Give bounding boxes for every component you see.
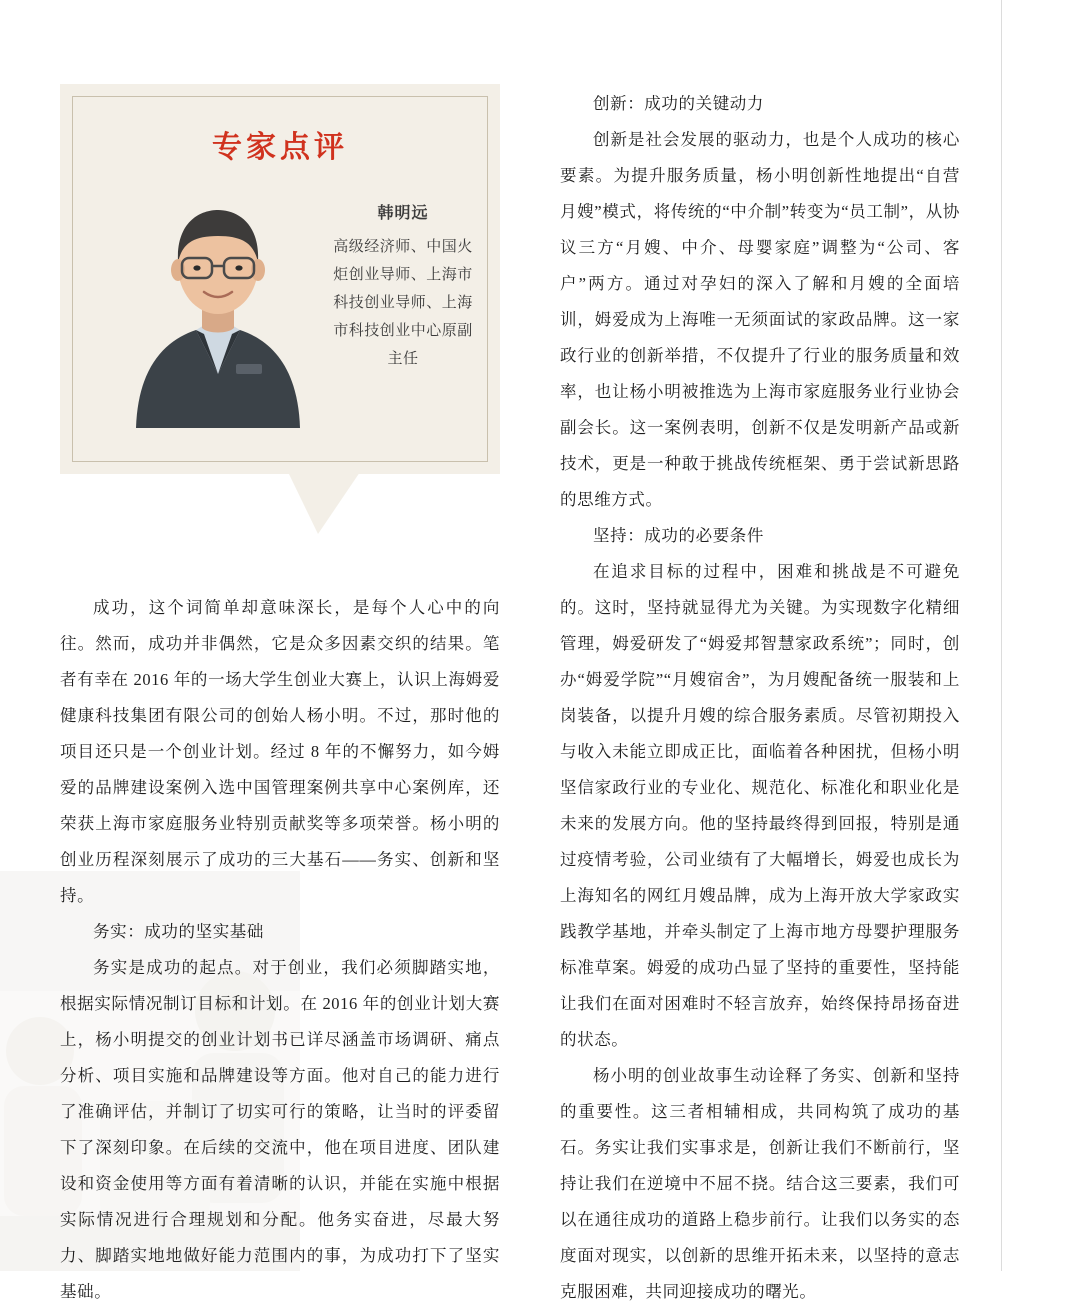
page-edge-rule	[1001, 0, 1002, 1271]
speech-bubble-tail-icon	[288, 472, 360, 534]
right-paragraph-1: 创新是社会发展的驱动力，也是个人成功的核心要素。为提升服务质量，杨小明创新性地提出“自营月嫂”模式，将传统的“中介制”转变为“员工制”，从协议三方“月嫂、中介、母婴家庭”调整为“公司、客户”两方。通过对孕妇的深入了解和月嫂的全面培训，姆爱成为上海唯一无须面试的家政品牌。这一家政行业的创新举措，不仅提升了行业的服务质量和效率，也让杨小明被推选为上海市家庭服务业行业协会副会长。这一案例表明，创新不仅是发明新产品或新技术，更是一种敢于挑战传统框架、勇于尝试新思路的思维方式。	[560, 130, 960, 509]
expert-meta	[328, 200, 478, 373]
expert-box-title: 专家点评	[212, 131, 348, 164]
left-paragraph-2: 务实是成功的起点。对于创业，我们必须脚踏实地，根据实际情况制订目标和计划。在 2016 年的创业计划大赛上，杨小明提交的创业计划书已详尽涵盖市场调研、痛点分析、项目实施和品牌建设等方面。他对自己的能力进行了准确评估，并制订了切实可行的策略，让当时的评委留下了深刻印象。在后续的交流中，他在项目进度、团队建设和资金使用等方面有着清晰的认识，并能在实施中根据实际情况进行合理规划和分配。他务实奋进，尽最大努力、脚踏实地地做好能力范围内的事，为成功打下了坚实基础。	[60, 958, 500, 1301]
expert-comment-box	[60, 60, 500, 490]
right-paragraph-3: 杨小明的创业故事生动诠释了务实、创新和坚持的重要性。这三者相辅相成，共同构筑了成功的基石。务实让我们实事求是，创新让我们不断前行，坚持让我们在逆境中不屈不挠。结合这三要素，我们可以在通往成功的道路上稳步前行。让我们以务实的态度面对现实，以创新的思维开拓未来，以坚持的意志克服困难，共同迎接成功的曙光。	[560, 1066, 960, 1301]
right-subhead-1: 创新：成功的关键动力	[593, 94, 764, 113]
expert-titles: 高级经济师、中国火炬创业导师、上海市科技创业导师、上海市科技创业中心原副主任	[333, 238, 473, 367]
right-body-text	[560, 86, 960, 1310]
right-column	[560, 86, 960, 1310]
expert-name: 韩明远	[377, 205, 429, 222]
right-subhead-2: 坚持：成功的必要条件	[593, 526, 764, 545]
left-body-text	[60, 590, 500, 1310]
left-paragraph-1: 成功，这个词简单却意味深长，是每个人心中的向往。然而，成功并非偶然，它是众多因素交织的结果。笔者有幸在 2016 年的一场大学生创业大赛上，认识上海姆爱健康科技集团有限公司的创始人杨小明。不过，那时他的项目还只是一个创业计划。经过 8 年的不懈努力，如今姆爱的品牌建设案例入选中国管理案例共享中心案例库，还荣获上海市家庭服务业特别贡献奖等多项荣誉。杨小明的创业历程深刻展示了成功的三大基石——务实、创新和坚持。	[60, 598, 500, 905]
left-column	[60, 60, 500, 1310]
expert-portrait	[118, 188, 318, 428]
left-subhead: 务实：成功的坚实基础	[93, 922, 264, 941]
right-paragraph-2: 在追求目标的过程中，困难和挑战是不可避免的。这时，坚持就显得尤为关键。为实现数字化精细管理，姆爱研发了“姆爱邦智慧家政系统”；同时，创办“姆爱学院”“月嫂宿舍”，为月嫂配备统一服装和上岗装备，以提升月嫂的综合服务素质。尽管初期投入与收入未能立即成正比，面临着各种困扰，但杨小明坚信家政行业的专业化、规范化、标准化和职业化是未来的发展方向。他的坚持最终得到回报，特别是通过疫情考验，公司业绩有了大幅增长，姆爱也成长为上海知名的网红月嫂品牌，成为上海开放大学家政实践教学基地，并牵头制定了上海市地方母婴护理服务标准草案。姆爱的成功凸显了坚持的重要性，坚持能让我们在面对困难时不轻言放弃，始终保持昂扬奋进的状态。	[560, 562, 960, 1049]
